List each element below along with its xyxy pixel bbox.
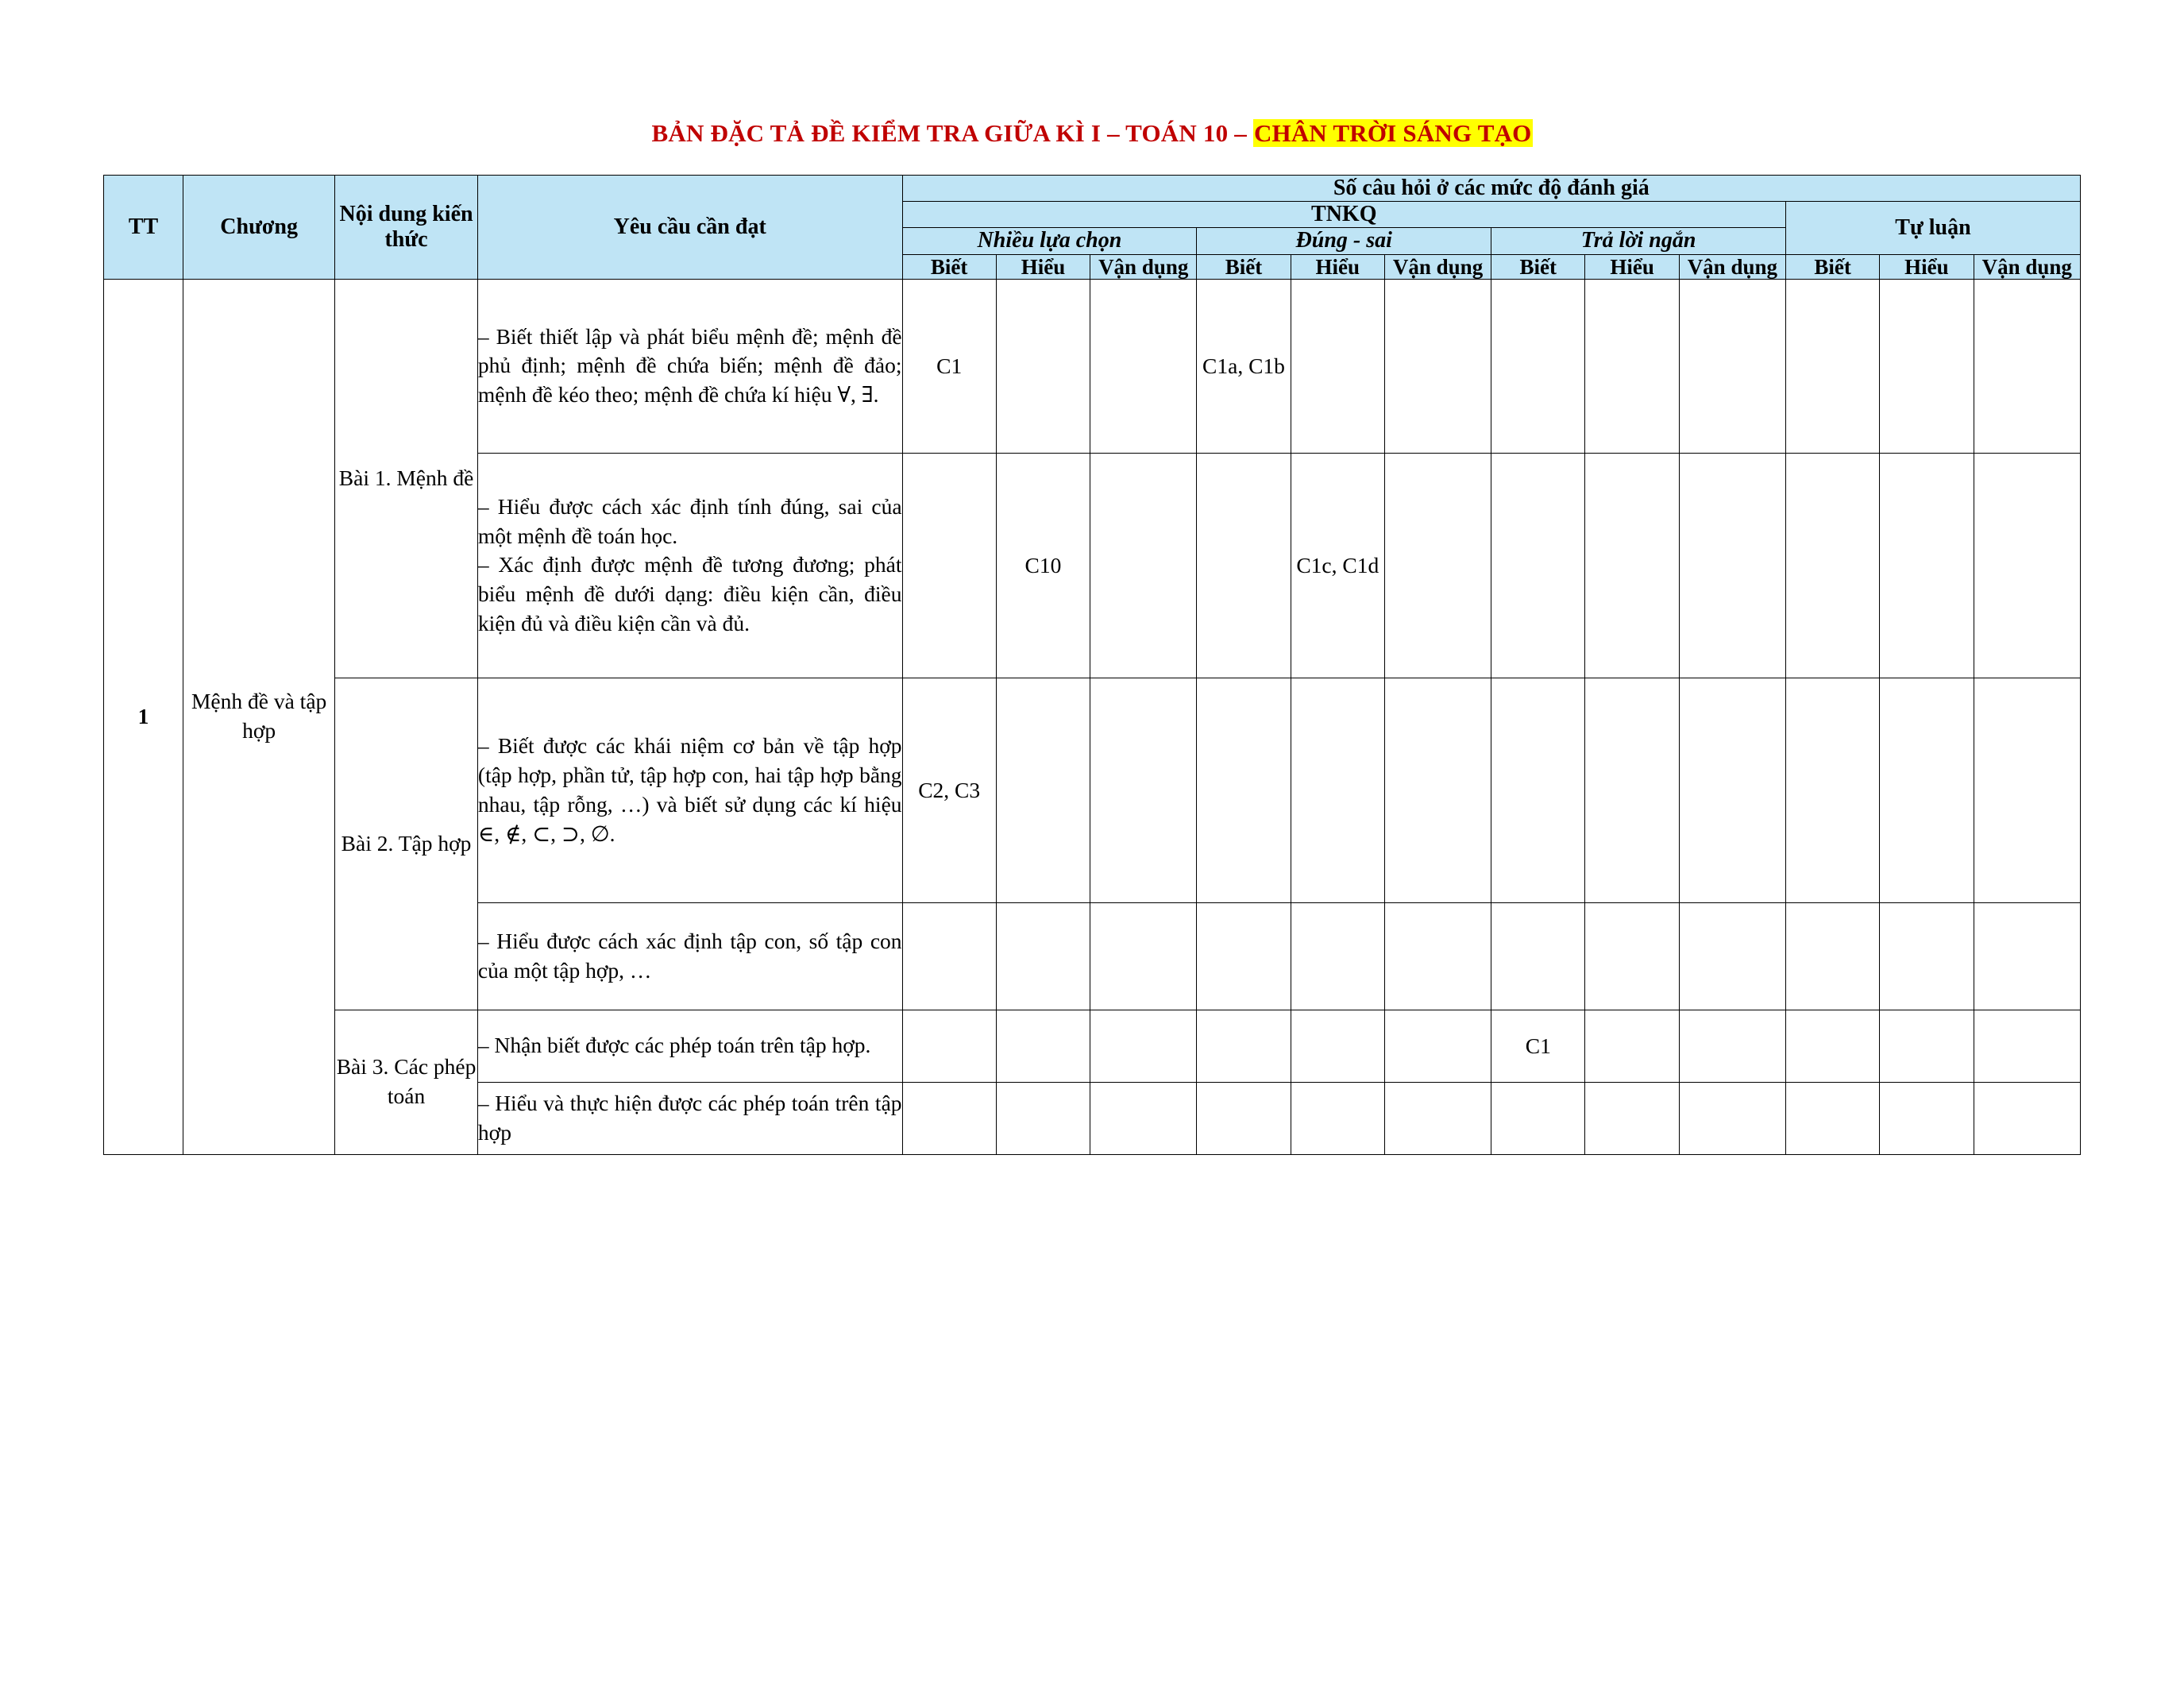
cell-mc-hieu: C10 xyxy=(996,453,1090,678)
cell-tl-van-dung xyxy=(1974,279,2080,453)
cell-ds-hieu: C1c, C1d xyxy=(1291,453,1384,678)
spec-table xyxy=(103,175,2081,1155)
cell-ds-biet xyxy=(1197,453,1291,678)
cell-ds-hieu xyxy=(1291,279,1384,453)
cell-tl-hieu xyxy=(1880,279,1974,453)
cell-noi-dung: Bài 3. Các phép toán xyxy=(335,1010,478,1154)
header-nhieu-lua-chon: Nhiều lựa chọn xyxy=(902,228,1197,254)
cell-mc-biet: C1 xyxy=(902,279,996,453)
cell-tln-hieu xyxy=(1585,1010,1679,1082)
cell-mc-hieu xyxy=(996,279,1090,453)
header-chuong: Chương xyxy=(183,176,335,280)
cell-tl-biet xyxy=(1785,678,1879,902)
cell-mc-van-dung xyxy=(1090,1082,1197,1154)
cell-tln-biet xyxy=(1491,1082,1585,1154)
cell-ds-van-dung xyxy=(1384,453,1491,678)
header-noi-dung-kien-thuc: Nội dung kiến thức xyxy=(335,176,478,280)
cell-yeu-cau: – Hiểu được cách xác định tính đúng, sai của một mệnh đề toán học. – Xác định được mệnh đề tương đương; phát biểu mệnh đề dưới dạng: điều kiện cần, điều kiện đủ và điều kiện cần và đủ. xyxy=(477,453,902,678)
cell-tln-van-dung xyxy=(1679,1082,1785,1154)
cell-ds-van-dung xyxy=(1384,1082,1491,1154)
cell-mc-hieu xyxy=(996,902,1090,1010)
cell-ds-van-dung xyxy=(1384,279,1491,453)
header-ds-biet: Biết xyxy=(1197,254,1291,279)
cell-tln-hieu xyxy=(1585,453,1679,678)
cell-tln-van-dung xyxy=(1679,279,1785,453)
cell-tln-hieu xyxy=(1585,902,1679,1010)
header-tnkq: TNKQ xyxy=(902,202,1785,228)
cell-noi-dung: Bài 1. Mệnh đề xyxy=(335,279,478,678)
cell-tl-biet xyxy=(1785,902,1879,1010)
table-row xyxy=(104,279,2081,453)
cell-ds-hieu xyxy=(1291,1010,1384,1082)
header-ds-hieu: Hiểu xyxy=(1291,254,1384,279)
cell-mc-biet xyxy=(902,453,996,678)
cell-tln-hieu xyxy=(1585,678,1679,902)
page-title-highlight: CHÂN TRỜI SÁNG TẠO xyxy=(1253,119,1532,147)
cell-tl-van-dung xyxy=(1974,1010,2080,1082)
header-tln-hieu: Hiểu xyxy=(1585,254,1679,279)
header-tl-hieu: Hiểu xyxy=(1880,254,1974,279)
table-row xyxy=(104,678,2081,902)
cell-mc-van-dung xyxy=(1090,279,1197,453)
cell-ds-van-dung xyxy=(1384,678,1491,902)
header-so-cau-hoi: Số câu hỏi ở các mức độ đánh giá xyxy=(902,176,2080,202)
cell-tl-biet xyxy=(1785,279,1879,453)
cell-mc-biet xyxy=(902,902,996,1010)
cell-tt: 1 xyxy=(104,279,183,1154)
cell-ds-van-dung xyxy=(1384,902,1491,1010)
cell-ds-hieu xyxy=(1291,902,1384,1010)
cell-tln-biet xyxy=(1491,453,1585,678)
cell-tln-van-dung xyxy=(1679,678,1785,902)
cell-ds-hieu xyxy=(1291,678,1384,902)
header-tln-biet: Biết xyxy=(1491,254,1585,279)
cell-yeu-cau: – Hiểu được cách xác định tập con, số tập con của một tập hợp, … xyxy=(477,902,902,1010)
cell-tl-biet xyxy=(1785,1082,1879,1154)
cell-yeu-cau: – Nhận biết được các phép toán trên tập hợp. xyxy=(477,1010,902,1082)
cell-ds-biet xyxy=(1197,1082,1291,1154)
cell-tln-hieu xyxy=(1585,279,1679,453)
page-title xyxy=(103,119,2081,148)
cell-ds-biet xyxy=(1197,1010,1291,1082)
header-ds-van-dung: Vận dụng xyxy=(1384,254,1491,279)
cell-tln-biet xyxy=(1491,279,1585,453)
cell-tl-hieu xyxy=(1880,678,1974,902)
header-tt: TT xyxy=(104,176,183,280)
table-header xyxy=(104,176,2081,280)
cell-mc-biet xyxy=(902,1082,996,1154)
cell-mc-hieu xyxy=(996,1010,1090,1082)
cell-mc-van-dung xyxy=(1090,1010,1197,1082)
cell-tl-hieu xyxy=(1880,1010,1974,1082)
header-dung-sai: Đúng - sai xyxy=(1197,228,1491,254)
header-row-1 xyxy=(104,176,2081,202)
cell-mc-van-dung xyxy=(1090,902,1197,1010)
cell-tl-van-dung xyxy=(1974,678,2080,902)
cell-tl-biet xyxy=(1785,453,1879,678)
cell-tln-van-dung xyxy=(1679,453,1785,678)
cell-mc-biet xyxy=(902,1010,996,1082)
header-yeu-cau-can-dat: Yêu cầu cần đạt xyxy=(477,176,902,280)
cell-mc-van-dung xyxy=(1090,453,1197,678)
cell-yeu-cau: – Biết được các khái niệm cơ bản về tập hợp (tập hợp, phần tử, tập hợp con, hai tập hợp bằng nhau, tập rỗng, …) và biết sử dụng các kí hiệu ∈, ∉, ⊂, ⊃, ∅. xyxy=(477,678,902,902)
cell-ds-hieu xyxy=(1291,1082,1384,1154)
cell-tln-biet: C1 xyxy=(1491,1010,1585,1082)
cell-ds-biet xyxy=(1197,678,1291,902)
cell-chuong: Mệnh đề và tập hợp xyxy=(183,279,335,1154)
cell-yeu-cau: – Hiểu và thực hiện được các phép toán trên tập hợp xyxy=(477,1082,902,1154)
cell-tl-van-dung xyxy=(1974,1082,2080,1154)
cell-tln-van-dung xyxy=(1679,902,1785,1010)
table-body xyxy=(104,279,2081,1154)
cell-mc-biet: C2, C3 xyxy=(902,678,996,902)
header-mc-van-dung: Vận dụng xyxy=(1090,254,1197,279)
cell-yeu-cau: – Biết thiết lập và phát biểu mệnh đề; mệnh đề phủ định; mệnh đề chứa biến; mệnh đề đảo; mệnh đề kéo theo; mệnh đề chứa kí hiệu ∀, ∃. xyxy=(477,279,902,453)
header-mc-hieu: Hiểu xyxy=(996,254,1090,279)
cell-tl-hieu xyxy=(1880,1082,1974,1154)
header-tl-van-dung: Vận dụng xyxy=(1974,254,2080,279)
cell-mc-hieu xyxy=(996,678,1090,902)
page-title-text: BẢN ĐẶC TẢ ĐỀ KIỂM TRA GIỮA KÌ I – TOÁN 10 – xyxy=(651,119,1253,147)
cell-tln-biet xyxy=(1491,902,1585,1010)
cell-tln-biet xyxy=(1491,678,1585,902)
cell-tl-hieu xyxy=(1880,453,1974,678)
cell-mc-hieu xyxy=(996,1082,1090,1154)
cell-tln-van-dung xyxy=(1679,1010,1785,1082)
cell-noi-dung: Bài 2. Tập hợp xyxy=(335,678,478,1010)
cell-tl-hieu xyxy=(1880,902,1974,1010)
cell-ds-biet: C1a, C1b xyxy=(1197,279,1291,453)
header-tra-loi-ngan: Trả lời ngắn xyxy=(1491,228,1786,254)
header-tu-luan: Tự luận xyxy=(1785,202,2080,254)
header-mc-biet: Biết xyxy=(902,254,996,279)
table-row xyxy=(104,1010,2081,1082)
cell-mc-van-dung xyxy=(1090,678,1197,902)
header-tl-biet: Biết xyxy=(1785,254,1879,279)
cell-ds-van-dung xyxy=(1384,1010,1491,1082)
header-tln-van-dung: Vận dụng xyxy=(1679,254,1785,279)
cell-tln-hieu xyxy=(1585,1082,1679,1154)
cell-ds-biet xyxy=(1197,902,1291,1010)
cell-tl-van-dung xyxy=(1974,902,2080,1010)
cell-tl-van-dung xyxy=(1974,453,2080,678)
cell-tl-biet xyxy=(1785,1010,1879,1082)
